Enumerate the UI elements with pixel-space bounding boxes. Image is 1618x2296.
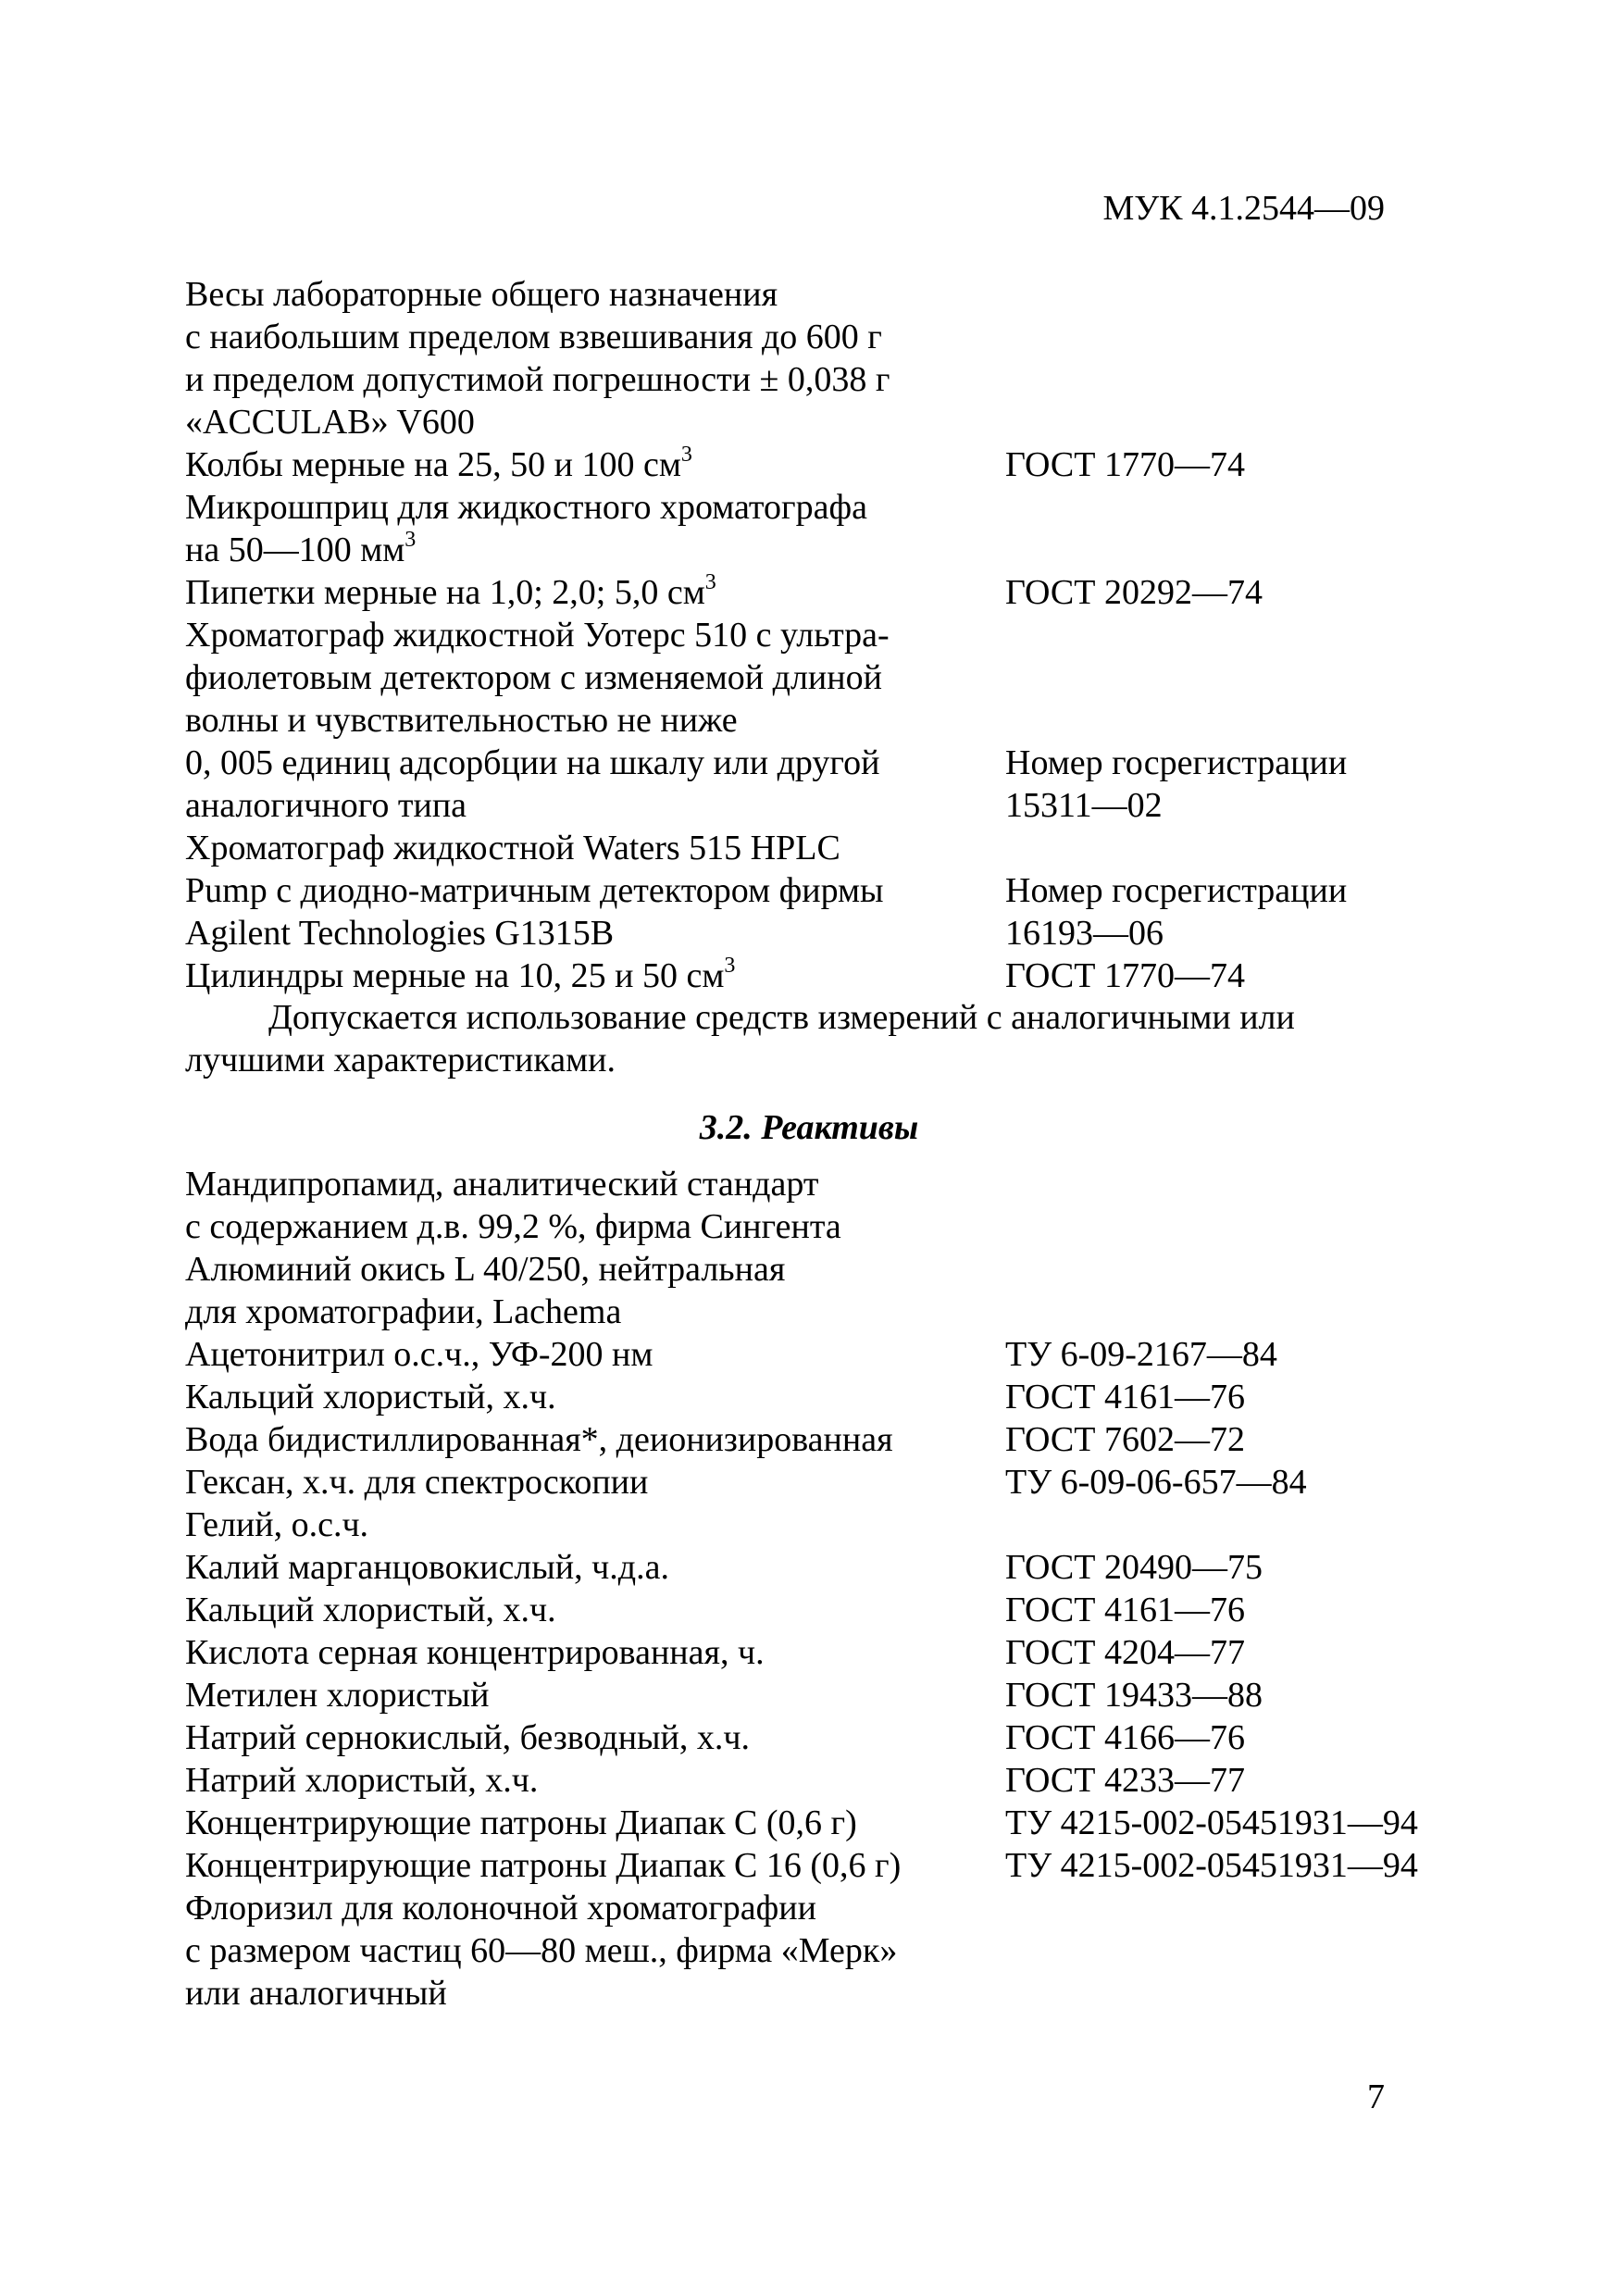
equipment-item-text [185, 443, 692, 486]
reagent-row [185, 1504, 1444, 1546]
equipment-item-label: Пипетки мерные на 1,0; 2,0; 5,0 см [185, 573, 705, 612]
equipment-row [185, 699, 1444, 742]
reagent-name: для хроматографии, Lachema [185, 1292, 622, 1331]
equipment-note-line2: лучшими характеристиками. [185, 1041, 616, 1079]
reagent-ref: ГОСТ 4233—77 [1005, 1761, 1245, 1800]
equipment-item-ref: 16193—06 [1005, 914, 1164, 953]
equipment-item-label: Цилиндры мерные на 10, 25 и 50 см [185, 956, 725, 995]
equipment-item-label: Микрошприц для жидкостного хроматографа [185, 488, 867, 527]
equipment-item-text [185, 273, 778, 316]
equipment-row [185, 869, 1444, 912]
reagent-row [185, 1291, 1444, 1333]
reagent-name: Гексан, х.ч. для спектроскопии [185, 1463, 649, 1502]
reagents-list [185, 1163, 1444, 2015]
reagent-name: Натрий сернокислый, безводный, х.ч. [185, 1718, 751, 1757]
reagent-row [185, 1972, 1444, 2015]
equipment-item-text [185, 486, 867, 529]
equipment-note [185, 996, 1400, 1081]
reagent-ref: ТУ 4215-002-05451931—94 [1005, 1803, 1418, 1842]
equipment-item-label: Весы лабораторные общего назначения [185, 275, 778, 314]
reagent-ref: ТУ 6-09-2167—84 [1005, 1335, 1277, 1374]
equipment-item-label: и пределом допустимой погрешности ± 0,038 г [185, 360, 890, 399]
reagent-name: Вода бидистиллированная*, деионизированная [185, 1420, 893, 1459]
equipment-item-text [185, 742, 879, 784]
equipment-list [185, 273, 1444, 997]
equipment-item-text [185, 912, 614, 955]
reagent-name: Метилен хлористый [185, 1676, 490, 1715]
reagent-name: Калий марганцовокислый, ч.д.а. [185, 1548, 669, 1587]
reagent-row [185, 1631, 1444, 1674]
reagent-name: Алюминий окись L 40/250, нейтральная [185, 1250, 786, 1289]
equipment-row [185, 486, 1444, 529]
reagent-name: или аналогичный [185, 1974, 447, 2013]
equipment-row [185, 529, 1444, 571]
reagent-ref: ГОСТ 4161—76 [1005, 1591, 1245, 1629]
equipment-item-label: фиолетовым детектором с изменяемой длиной [185, 658, 882, 697]
reagent-row [185, 1461, 1444, 1504]
reagent-row [185, 1333, 1444, 1376]
equipment-row [185, 316, 1444, 358]
equipment-item-label: Колбы мерные на 25, 50 и 100 см [185, 445, 681, 484]
equipment-item-label: Agilent Technologies G1315B [185, 914, 615, 953]
page-number: 7 [1367, 2078, 1385, 2116]
equipment-row [185, 358, 1444, 401]
equipment-item-label: «ACCULAB» V600 [185, 403, 475, 442]
reagent-row [185, 1844, 1444, 1887]
reagent-ref: ГОСТ 4204—77 [1005, 1633, 1245, 1672]
equipment-item-ref: Номер госрегистрации [1005, 743, 1348, 782]
reagent-row [185, 1929, 1444, 1972]
equipment-item-text [185, 358, 890, 401]
reagent-row [185, 1418, 1444, 1461]
reagent-ref: ТУ 4215-002-05451931—94 [1005, 1846, 1418, 1885]
reagent-ref: ГОСТ 4166—76 [1005, 1718, 1245, 1757]
reagents-heading: 3.2. Реактивы [699, 1108, 919, 1147]
equipment-item-ref: Номер госрегистрации [1005, 871, 1348, 910]
unit-superscript: 3 [404, 528, 417, 552]
reagent-row [185, 1674, 1444, 1716]
reagent-row [185, 1205, 1444, 1248]
equipment-item-label: Хроматограф жидкостной Уотерс 510 с ультра- [185, 616, 890, 655]
reagent-row [185, 1589, 1444, 1631]
reagent-name: Флоризил для колоночной хроматографии [185, 1889, 816, 1928]
reagent-name: Ацетонитрил о.с.ч., УФ-200 нм [185, 1335, 653, 1374]
reagent-ref: ГОСТ 20490—75 [1005, 1548, 1263, 1587]
reagent-name: Кальций хлористый, х.ч. [185, 1378, 556, 1416]
equipment-note-line1: Допускается использование средств измерений с аналогичными или [268, 998, 1295, 1037]
equipment-item-text [185, 614, 890, 656]
equipment-item-ref: ГОСТ 20292—74 [1005, 573, 1263, 612]
equipment-item-label: 0, 005 единиц адсорбции на шкалу или другой [185, 743, 880, 782]
equipment-item-ref: ГОСТ 1770—74 [1005, 445, 1245, 484]
equipment-item-label: Хроматограф жидкостной Waters 515 HPLC [185, 829, 840, 867]
equipment-item-text [185, 529, 416, 571]
reagent-row [185, 1759, 1444, 1802]
equipment-row [185, 827, 1444, 869]
reagent-row [185, 1802, 1444, 1844]
reagent-ref: ГОСТ 19433—88 [1005, 1676, 1263, 1715]
equipment-item-text [185, 316, 882, 358]
reagent-name: Кислота серная концентрированная, ч. [185, 1633, 765, 1672]
reagent-name: Кальций хлористый, х.ч. [185, 1591, 556, 1629]
reagent-name: Концентрирующие патроны Диапак С (0,6 г) [185, 1803, 857, 1842]
reagent-name: Натрий хлористый, х.ч. [185, 1761, 539, 1800]
equipment-item-text [185, 571, 716, 614]
reagent-name: Гелий, о.с.ч. [185, 1505, 369, 1544]
reagent-ref: ГОСТ 4161—76 [1005, 1378, 1245, 1416]
equipment-item-text [185, 401, 475, 443]
equipment-row [185, 273, 1444, 316]
reagent-row [185, 1716, 1444, 1759]
reagent-name: с содержанием д.в. 99,2 %, фирма Сингента [185, 1207, 841, 1246]
reagent-name: с размером частиц 60—80 меш., фирма «Мерк» [185, 1931, 898, 1970]
reagent-ref: ТУ 6-09-06-657—84 [1005, 1463, 1307, 1502]
unit-superscript: 3 [704, 570, 716, 594]
reagent-row [185, 1163, 1444, 1205]
equipment-item-ref: 15311—02 [1005, 786, 1163, 825]
unit-superscript: 3 [724, 954, 736, 978]
equipment-row [185, 955, 1444, 997]
reagent-name: Мандипропамид, аналитический стандарт [185, 1165, 819, 1204]
equipment-row [185, 614, 1444, 656]
equipment-row [185, 443, 1444, 486]
equipment-item-text [185, 656, 882, 699]
equipment-row [185, 656, 1444, 699]
equipment-item-text [185, 827, 840, 869]
equipment-item-label: аналогичного типа [185, 786, 467, 825]
document-code: МУК 4.1.2544—09 [1102, 189, 1385, 228]
equipment-item-text [185, 869, 884, 912]
equipment-row [185, 784, 1444, 827]
reagent-row [185, 1376, 1444, 1418]
equipment-item-label: Pump с диодно-матричным детектором фирмы [185, 871, 884, 910]
reagent-ref: ГОСТ 7602—72 [1005, 1420, 1245, 1459]
equipment-item-text [185, 955, 735, 997]
unit-superscript: 3 [680, 443, 692, 467]
equipment-item-label: на 50—100 мм [185, 530, 405, 569]
equipment-item-text [185, 784, 467, 827]
equipment-row [185, 912, 1444, 955]
equipment-row [185, 401, 1444, 443]
equipment-item-label: с наибольшим пределом взвешивания до 600 г [185, 318, 882, 356]
equipment-item-text [185, 699, 738, 742]
equipment-row [185, 742, 1444, 784]
reagent-row [185, 1248, 1444, 1291]
equipment-row [185, 571, 1444, 614]
reagent-row [185, 1887, 1444, 1929]
equipment-item-label: волны и чувствительностью не ниже [185, 701, 738, 740]
equipment-item-ref: ГОСТ 1770—74 [1005, 956, 1245, 995]
reagent-row [185, 1546, 1444, 1589]
reagent-name: Концентрирующие патроны Диапак С 16 (0,6 г) [185, 1846, 902, 1885]
